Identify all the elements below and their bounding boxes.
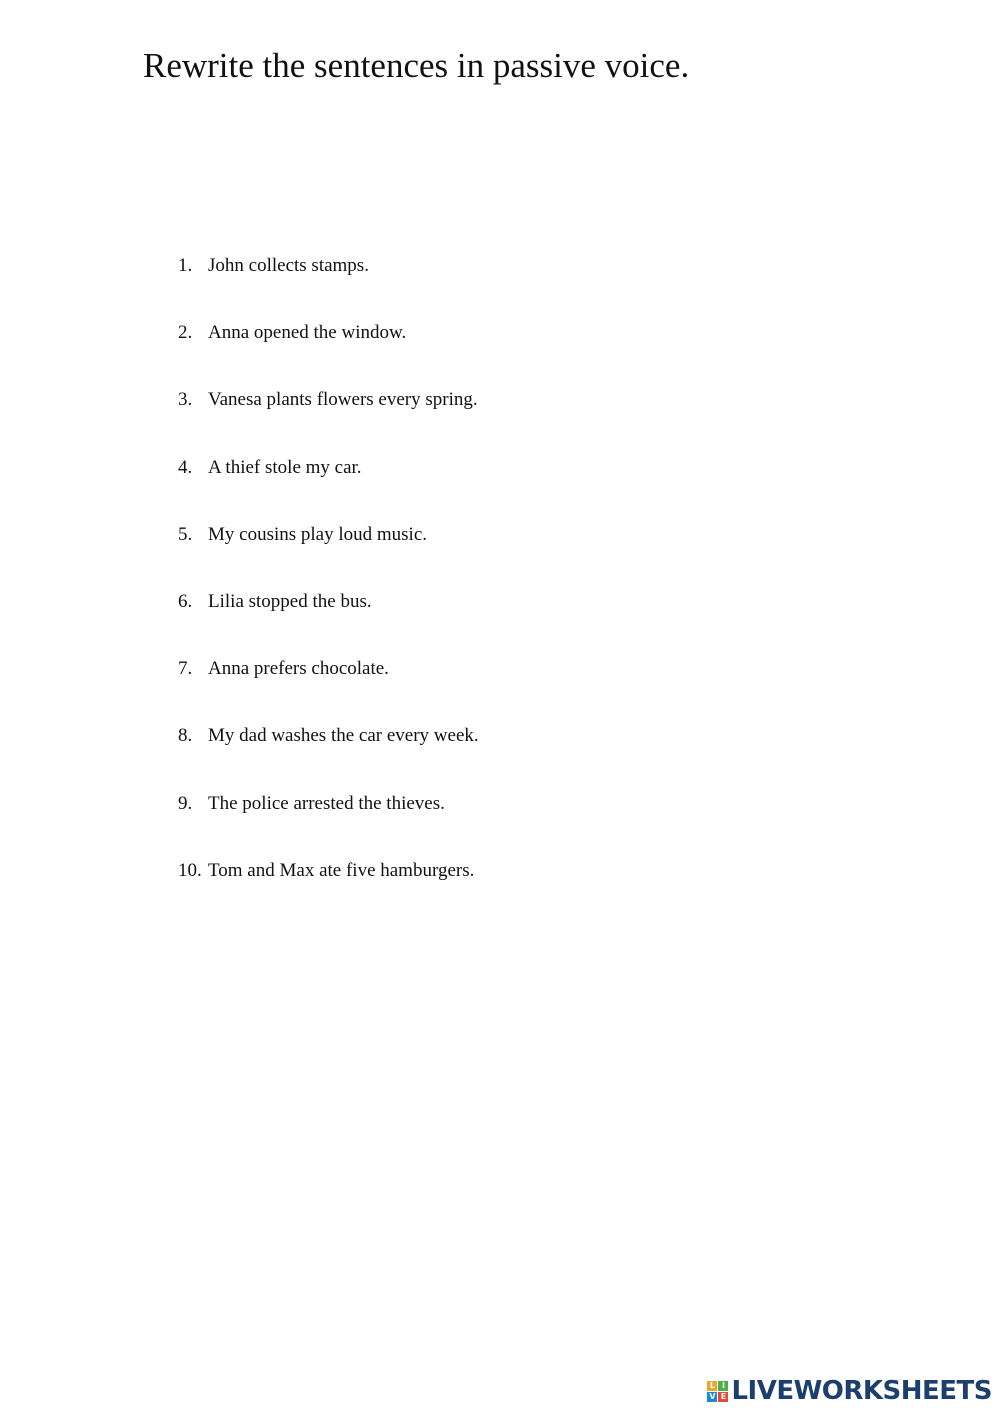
- item-text: A thief stole my car.: [208, 456, 362, 478]
- logo-mark-letter: V: [709, 1391, 716, 1401]
- list-item: [178, 857, 479, 924]
- item-text: The police arrested the thieves.: [208, 792, 445, 814]
- logo-mark-icon: [707, 1381, 728, 1402]
- liveworksheets-logo: [707, 1377, 992, 1405]
- logo-mark-letter: E: [718, 1392, 728, 1402]
- item-number: 1.: [178, 255, 193, 276]
- item-number: 4.: [178, 456, 193, 478]
- item-number: 10.: [178, 859, 202, 881]
- list-item: [178, 319, 479, 386]
- item-number: 2.: [178, 322, 193, 344]
- item-text: Anna prefers chocolate.: [208, 658, 389, 680]
- item-text: My dad washes the car every week.: [208, 725, 479, 747]
- item-text: Lilia stopped the bus.: [208, 590, 372, 612]
- item-text: Anna opened the window.: [208, 322, 407, 344]
- item-number: 5.: [178, 523, 193, 545]
- list-item: [178, 454, 479, 521]
- list-item: [178, 521, 479, 588]
- item-number: 8.: [178, 725, 193, 747]
- item-number: 6.: [178, 590, 193, 612]
- list-item: [178, 386, 479, 453]
- list-item: [178, 655, 479, 722]
- list-item: [178, 588, 479, 655]
- list-item: [178, 252, 479, 319]
- logo-mark-letter: I: [718, 1381, 728, 1391]
- list-item: [178, 790, 479, 857]
- list-item: [178, 722, 479, 789]
- item-number: 3.: [178, 389, 193, 411]
- item-text: My cousins play loud music.: [208, 523, 428, 545]
- page-title: Rewrite the sentences in passive voice.: [143, 46, 690, 85]
- logo-text: LIVEWORKSHEETS: [731, 1376, 992, 1406]
- item-number: 9.: [178, 792, 193, 814]
- logo-mark-letter: L: [707, 1381, 717, 1391]
- item-text: Vanesa plants flowers every spring.: [208, 389, 478, 411]
- sentence-list: [178, 252, 479, 924]
- item-number: 7.: [178, 658, 193, 680]
- item-text: Tom and Max ate five hamburgers.: [208, 859, 475, 881]
- item-text: John collects stamps.: [208, 255, 369, 276]
